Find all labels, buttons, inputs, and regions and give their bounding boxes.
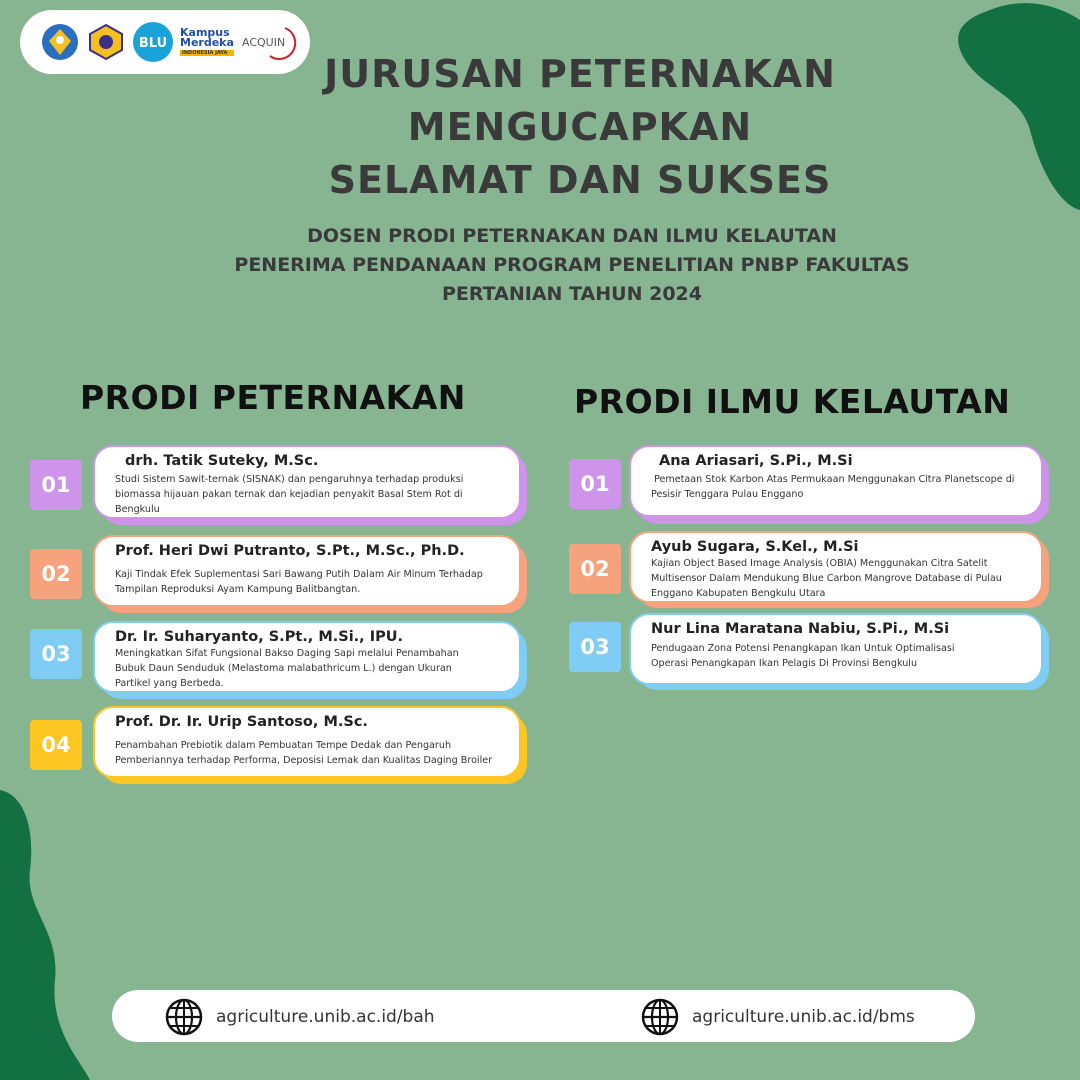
researcher-name: Nur Lina Maratana Nabiu, S.Pi., M.Si xyxy=(651,621,950,637)
entry-number: 01 xyxy=(30,460,82,510)
headline-line-1: JURUSAN PETERNAKAN xyxy=(324,52,836,96)
research-title: Kajian Object Based Image Analysis (OBIA) Menggunakan Citra Satelit Multisensor Dalam Mendukung Blue Carbon Mangrove Database di Pulau Enggano Kabupaten Bengkulu Utara xyxy=(651,558,1002,599)
entry-card xyxy=(629,613,1043,685)
research-title: Pendugaan Zona Potensi Penangkapan Ikan Untuk Optimalisasi Operasi Penangkapan Ikan Pelagis Di Provinsi Bengkulu xyxy=(651,643,955,669)
subhead-line-1: DOSEN PRODI PETERNAKAN DAN ILMU KELAUTAN xyxy=(307,225,837,247)
subhead-line-2: PENERIMA PENDANAAN PROGRAM PENELITIAN PNBP FAKULTAS xyxy=(234,254,910,276)
blu-logo-text: BLU xyxy=(138,36,168,51)
research-title: Meningkatkan Sifat Fungsional Bakso Daging Sapi melalui Penambahan Bubuk Daun Senduduk (Melastoma malabathricum L.) dengan Ukuran Partikel yang Berbeda. xyxy=(115,648,459,689)
research-title: Studi Sistem Sawit-ternak (SISNAK) dan pengaruhnya terhadap produksi biomassa hijauan pakan ternak dan kejadian penyakit Basal Stem Rot di Bengkulu xyxy=(115,474,464,515)
researcher-name: Prof. Dr. Ir. Urip Santoso, M.Sc. xyxy=(115,714,368,730)
entry-number: 02 xyxy=(569,544,621,594)
kampus-merdeka-line1: Kampus xyxy=(180,26,230,39)
researcher-name: Ayub Sugara, S.Kel., M.Si xyxy=(651,539,859,555)
entry-card xyxy=(93,706,521,778)
website-link-bms[interactable] xyxy=(640,997,915,1037)
main-headline xyxy=(0,48,1080,207)
entry-card xyxy=(93,445,521,519)
sub-headline xyxy=(0,222,1080,309)
website-link-bah[interactable] xyxy=(164,997,435,1037)
headline-line-2: MENGUCAPKAN xyxy=(407,105,753,149)
entry-card xyxy=(629,445,1043,517)
researcher-name: Dr. Ir. Suharyanto, S.Pt., M.Si., IPU. xyxy=(115,629,404,645)
entry-card xyxy=(93,535,521,607)
entry-number: 03 xyxy=(569,622,621,672)
researcher-name: Ana Ariasari, S.Pi., M.Si xyxy=(659,453,853,469)
research-title: Kaji Tindak Efek Suplementasi Sari Bawang Putih Dalam Air Minum Terhadap Tampilan Reproduksi Ayam Kampung Balitbangtan. xyxy=(115,569,483,595)
entry-number: 01 xyxy=(569,459,621,509)
researcher-name: Prof. Heri Dwi Putranto, S.Pt., M.Sc., Ph.D. xyxy=(115,543,465,559)
website-link-text[interactable]: agriculture.unib.ac.id/bah xyxy=(216,1007,435,1027)
entry-number: 03 xyxy=(30,629,82,679)
globe-icon xyxy=(640,997,680,1037)
entry-number: 04 xyxy=(30,720,82,770)
kampus-merdeka-line2: Merdeka xyxy=(180,36,234,49)
footer-links-bar xyxy=(112,990,975,1042)
researcher-name: drh. Tatik Suteky, M.Sc. xyxy=(125,453,319,469)
research-title: Penambahan Prebiotik dalam Pembuatan Tempe Dedak dan Pengaruh Pemberiannya terhadap Performa, Deposisi Lemak dan Kualitas Daging Broiler xyxy=(115,740,493,766)
subhead-line-3: PERTANIAN TAHUN 2024 xyxy=(442,283,702,305)
entry-number: 02 xyxy=(30,549,82,599)
entry-card xyxy=(93,621,521,693)
research-title: Pemetaan Stok Karbon Atas Permukaan Menggunakan Citra Planetscope di Pesisir Tenggara Pulau Enggano xyxy=(651,474,1018,500)
globe-icon xyxy=(164,997,204,1037)
section-title-peternakan: PRODI PETERNAKAN xyxy=(80,378,466,417)
acquin-logo-text: ACQUIN xyxy=(241,36,286,49)
entry-card xyxy=(629,531,1043,603)
headline-line-3: SELAMAT DAN SUKSES xyxy=(328,158,832,202)
kampus-merdeka-strip: INDONESIA JAYA xyxy=(180,50,234,56)
website-link-text[interactable]: agriculture.unib.ac.id/bms xyxy=(692,1007,915,1027)
section-title-ilmu-kelautan: PRODI ILMU KELAUTAN xyxy=(574,382,1011,421)
